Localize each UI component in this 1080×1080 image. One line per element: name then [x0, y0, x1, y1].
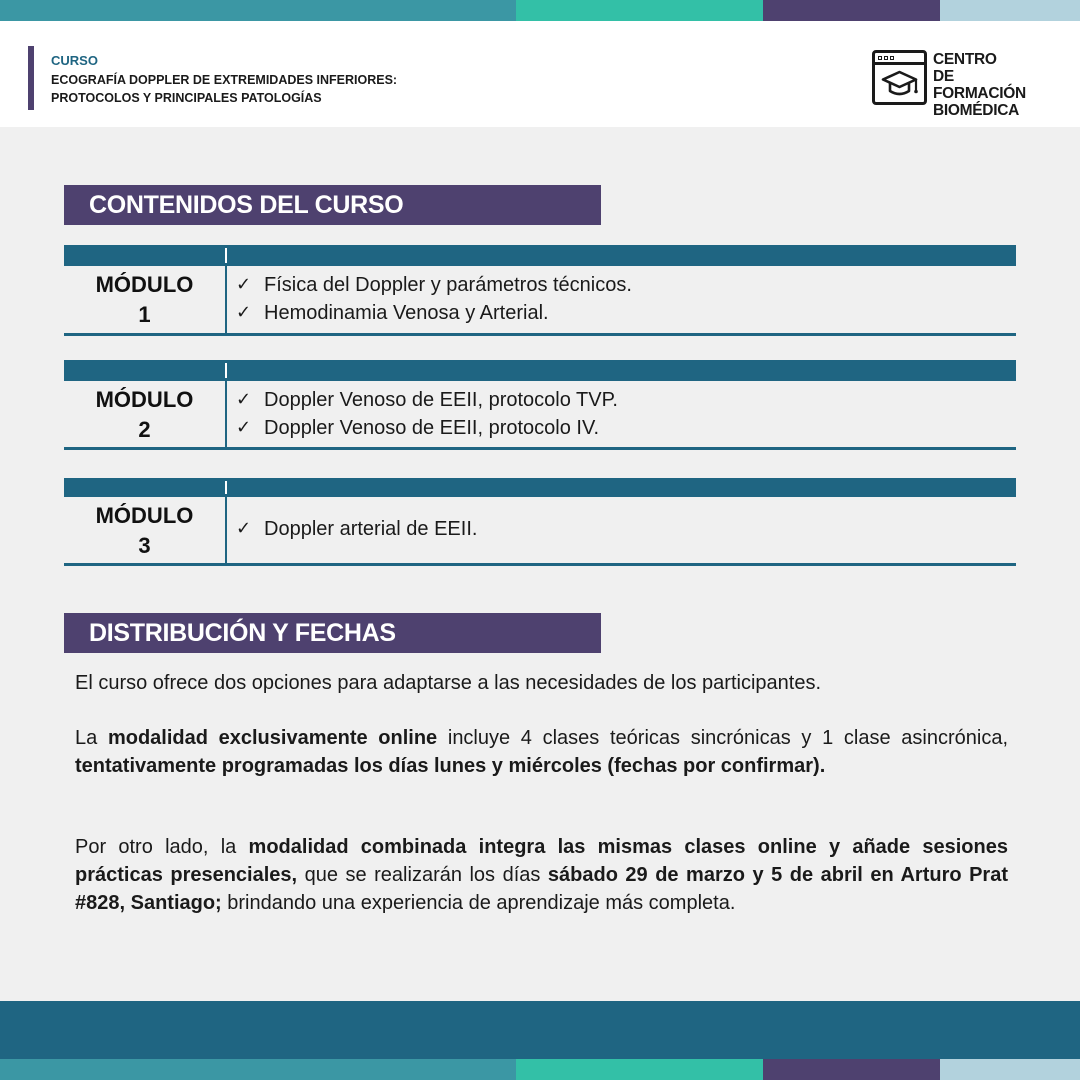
list-item [236, 299, 1008, 327]
module-number: 1 [138, 302, 151, 327]
module-number: 3 [138, 533, 151, 558]
logo-line-2: DE FORMACIÓN [933, 68, 1026, 102]
course-title [51, 71, 397, 107]
module-label [64, 385, 225, 445]
module-items [236, 515, 1008, 543]
list-item-text: Física del Doppler y parámetros técnicos. [264, 274, 632, 296]
footer-band [0, 1001, 1080, 1059]
module-header-bar [64, 360, 1016, 381]
logo-text [933, 51, 1042, 119]
list-item [236, 414, 1008, 442]
check-icon: ✓ [236, 389, 252, 410]
module-body [64, 497, 1016, 566]
check-icon: ✓ [236, 518, 252, 539]
paragraph-bold: modalidad exclusivamente online [107, 727, 438, 749]
paragraph-text: La [75, 727, 108, 749]
module-items [236, 386, 1008, 442]
paragraph-text: brindando una experiencia de aprendizaje más completa. [221, 892, 736, 914]
list-item [236, 386, 1008, 414]
logo-line-1: CENTRO [933, 51, 997, 68]
bottom-color-stripe [0, 1059, 1080, 1080]
distribution-section-title: DISTRIBUCIÓN Y FECHAS [64, 613, 601, 653]
course-kicker: CURSO [51, 53, 98, 68]
paragraph-text: que se realizarán los días [297, 864, 548, 886]
list-item [236, 271, 1008, 299]
check-icon: ✓ [236, 417, 252, 438]
list-item-text: Doppler Venoso de EEII, protocolo IV. [264, 417, 600, 439]
course-title-line-2: PROTOCOLOS Y PRINCIPALES PATOLOGÍAS [51, 91, 322, 105]
module-label [64, 270, 225, 330]
module-1 [64, 245, 1016, 336]
paragraph-text: Por otro lado, la [75, 836, 249, 858]
module-header-bar [64, 245, 1016, 266]
course-title-line-1: ECOGRAFÍA DOPPLER DE EXTREMIDADES INFERIORES: [51, 73, 398, 87]
module-number: 2 [138, 417, 151, 442]
module-3 [64, 478, 1016, 566]
module-label-text: MÓDULO [95, 503, 194, 528]
check-icon: ✓ [236, 274, 252, 295]
list-item-text: Doppler arterial de EEII. [264, 518, 478, 540]
module-header-bar [64, 478, 1016, 497]
distribution-combined-paragraph [75, 833, 1008, 917]
graduation-cap-window-icon [872, 50, 927, 105]
paragraph-text: incluye 4 clases teóricas sincrónicas y 1 clase asincrónica, [437, 727, 1009, 749]
module-label-text: MÓDULO [95, 272, 194, 297]
list-item-text: Doppler Venoso de EEII, protocolo TVP. [264, 389, 618, 411]
header-accent-bar [28, 46, 34, 110]
contents-section-title: CONTENIDOS DEL CURSO [64, 185, 601, 225]
check-icon: ✓ [236, 302, 252, 323]
distribution-online-paragraph [75, 724, 1008, 780]
list-item [236, 515, 1008, 543]
module-label [64, 501, 225, 561]
module-items [236, 271, 1008, 327]
paragraph-bold: sábado 29 de marzo y 5 de abril en Arturo Prat #828, Santiago; [75, 864, 1008, 914]
module-body [64, 266, 1016, 336]
paragraph-bold: tentativamente programadas los días lunes y miércoles (fechas por confirmar). [75, 755, 826, 777]
module-body [64, 381, 1016, 450]
distribution-intro: El curso ofrece dos opciones para adaptarse a las necesidades de los participantes. [75, 672, 822, 694]
paragraph-bold: modalidad combinada integra las mismas clases online y añade sesiones prácticas presenciales, [75, 836, 1008, 886]
module-label-text: MÓDULO [95, 387, 194, 412]
logo [872, 50, 1042, 119]
module-2 [64, 360, 1016, 450]
list-item-text: Hemodinamia Venosa y Arterial. [264, 302, 549, 324]
top-color-stripe [0, 0, 1080, 21]
logo-line-3: BIOMÉDICA [933, 102, 1019, 119]
header [0, 21, 1080, 127]
